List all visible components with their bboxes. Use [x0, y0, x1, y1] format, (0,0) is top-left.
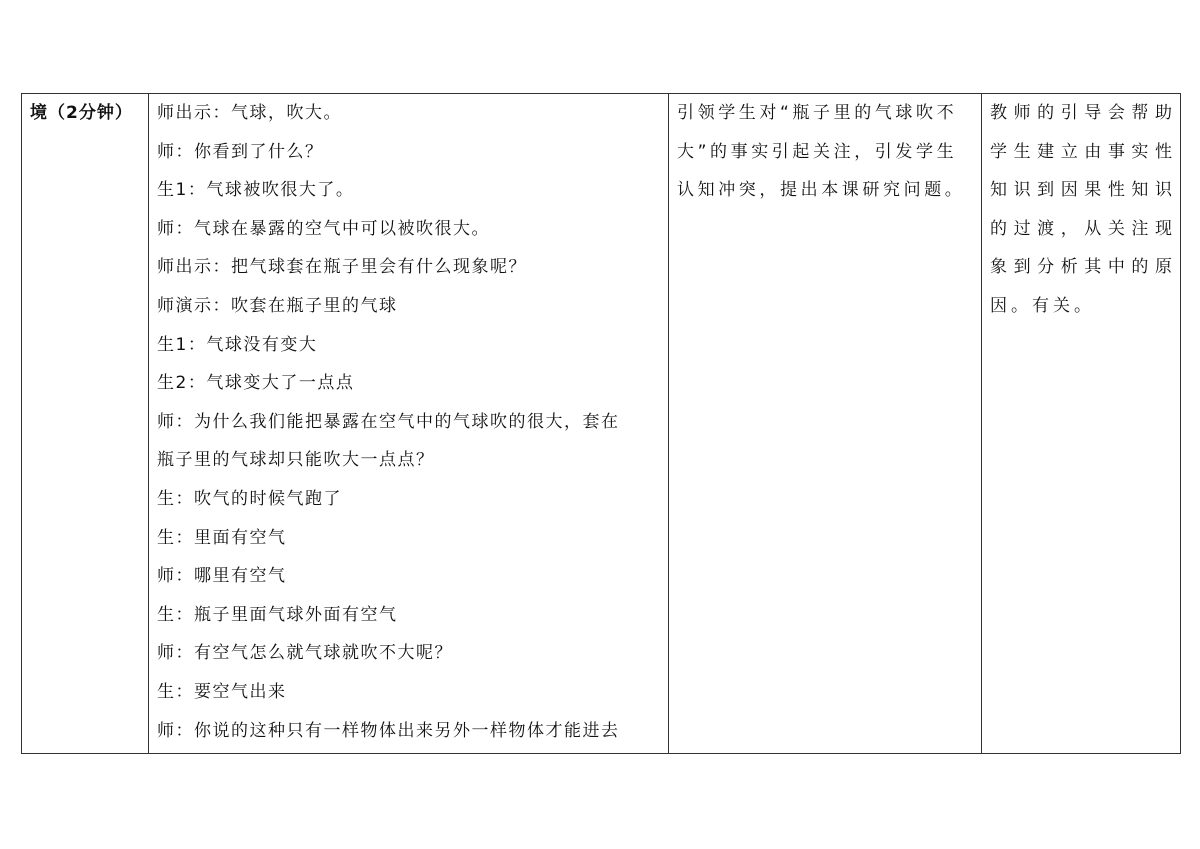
process-line: 生1：气球没有变大 [157, 334, 318, 355]
process-lines [149, 94, 668, 750]
process-line: 师演示：吹套在瓶子里的气球 [157, 295, 398, 316]
table-row [22, 94, 1181, 754]
process-line: 师：哪里有空气 [157, 566, 287, 587]
process-line: 师：你说的这种只有一样物体出来另外一样物体才能进去 [157, 720, 620, 741]
effect-cell [982, 94, 1181, 754]
process-line: 生2：气球变大了一点点 [157, 373, 355, 394]
process-line: 师出示：气球，吹大。 [157, 103, 342, 123]
process-line: 师出示：把气球套在瓶子里会有什么现象呢？ [157, 257, 527, 278]
process-line: 师：你看到了什么？ [157, 141, 324, 162]
process-line: 生1：气球被吹很大了。 [157, 180, 355, 201]
expected-effect-text: 教师的引导会帮助学生建立由事实性知识到因果性知识的过渡，从关注现象到分析其中的原因。有关。 [990, 103, 1176, 316]
process-cell [149, 94, 669, 754]
design-intent-text: 引领学生对“瓶子里的气球吹不大”的事实引起关注，引发学生认知冲突，提出本课研究问题。 [677, 103, 966, 201]
process-line: 生：里面有空气 [157, 527, 287, 548]
stage-label: 境（2分钟） [30, 103, 133, 123]
process-line: 师：为什么我们能把暴露在空气中的气球吹的很大，套在 [157, 411, 620, 432]
process-line: 师：气球在暴露的空气中可以被吹很大。 [157, 218, 490, 239]
process-line: 生：瓶子里面气球外面有空气 [157, 604, 398, 625]
process-line: 生：要空气出来 [157, 681, 287, 702]
process-line: 师：有空气怎么就气球就吹不大呢？ [157, 643, 453, 664]
lesson-plan-table [21, 93, 1181, 754]
process-line: 生：吹气的时候气跑了 [157, 488, 342, 509]
stage-cell [22, 94, 149, 754]
process-line: 瓶子里的气球却只能吹大一点点？ [157, 450, 435, 471]
intent-cell [669, 94, 982, 754]
